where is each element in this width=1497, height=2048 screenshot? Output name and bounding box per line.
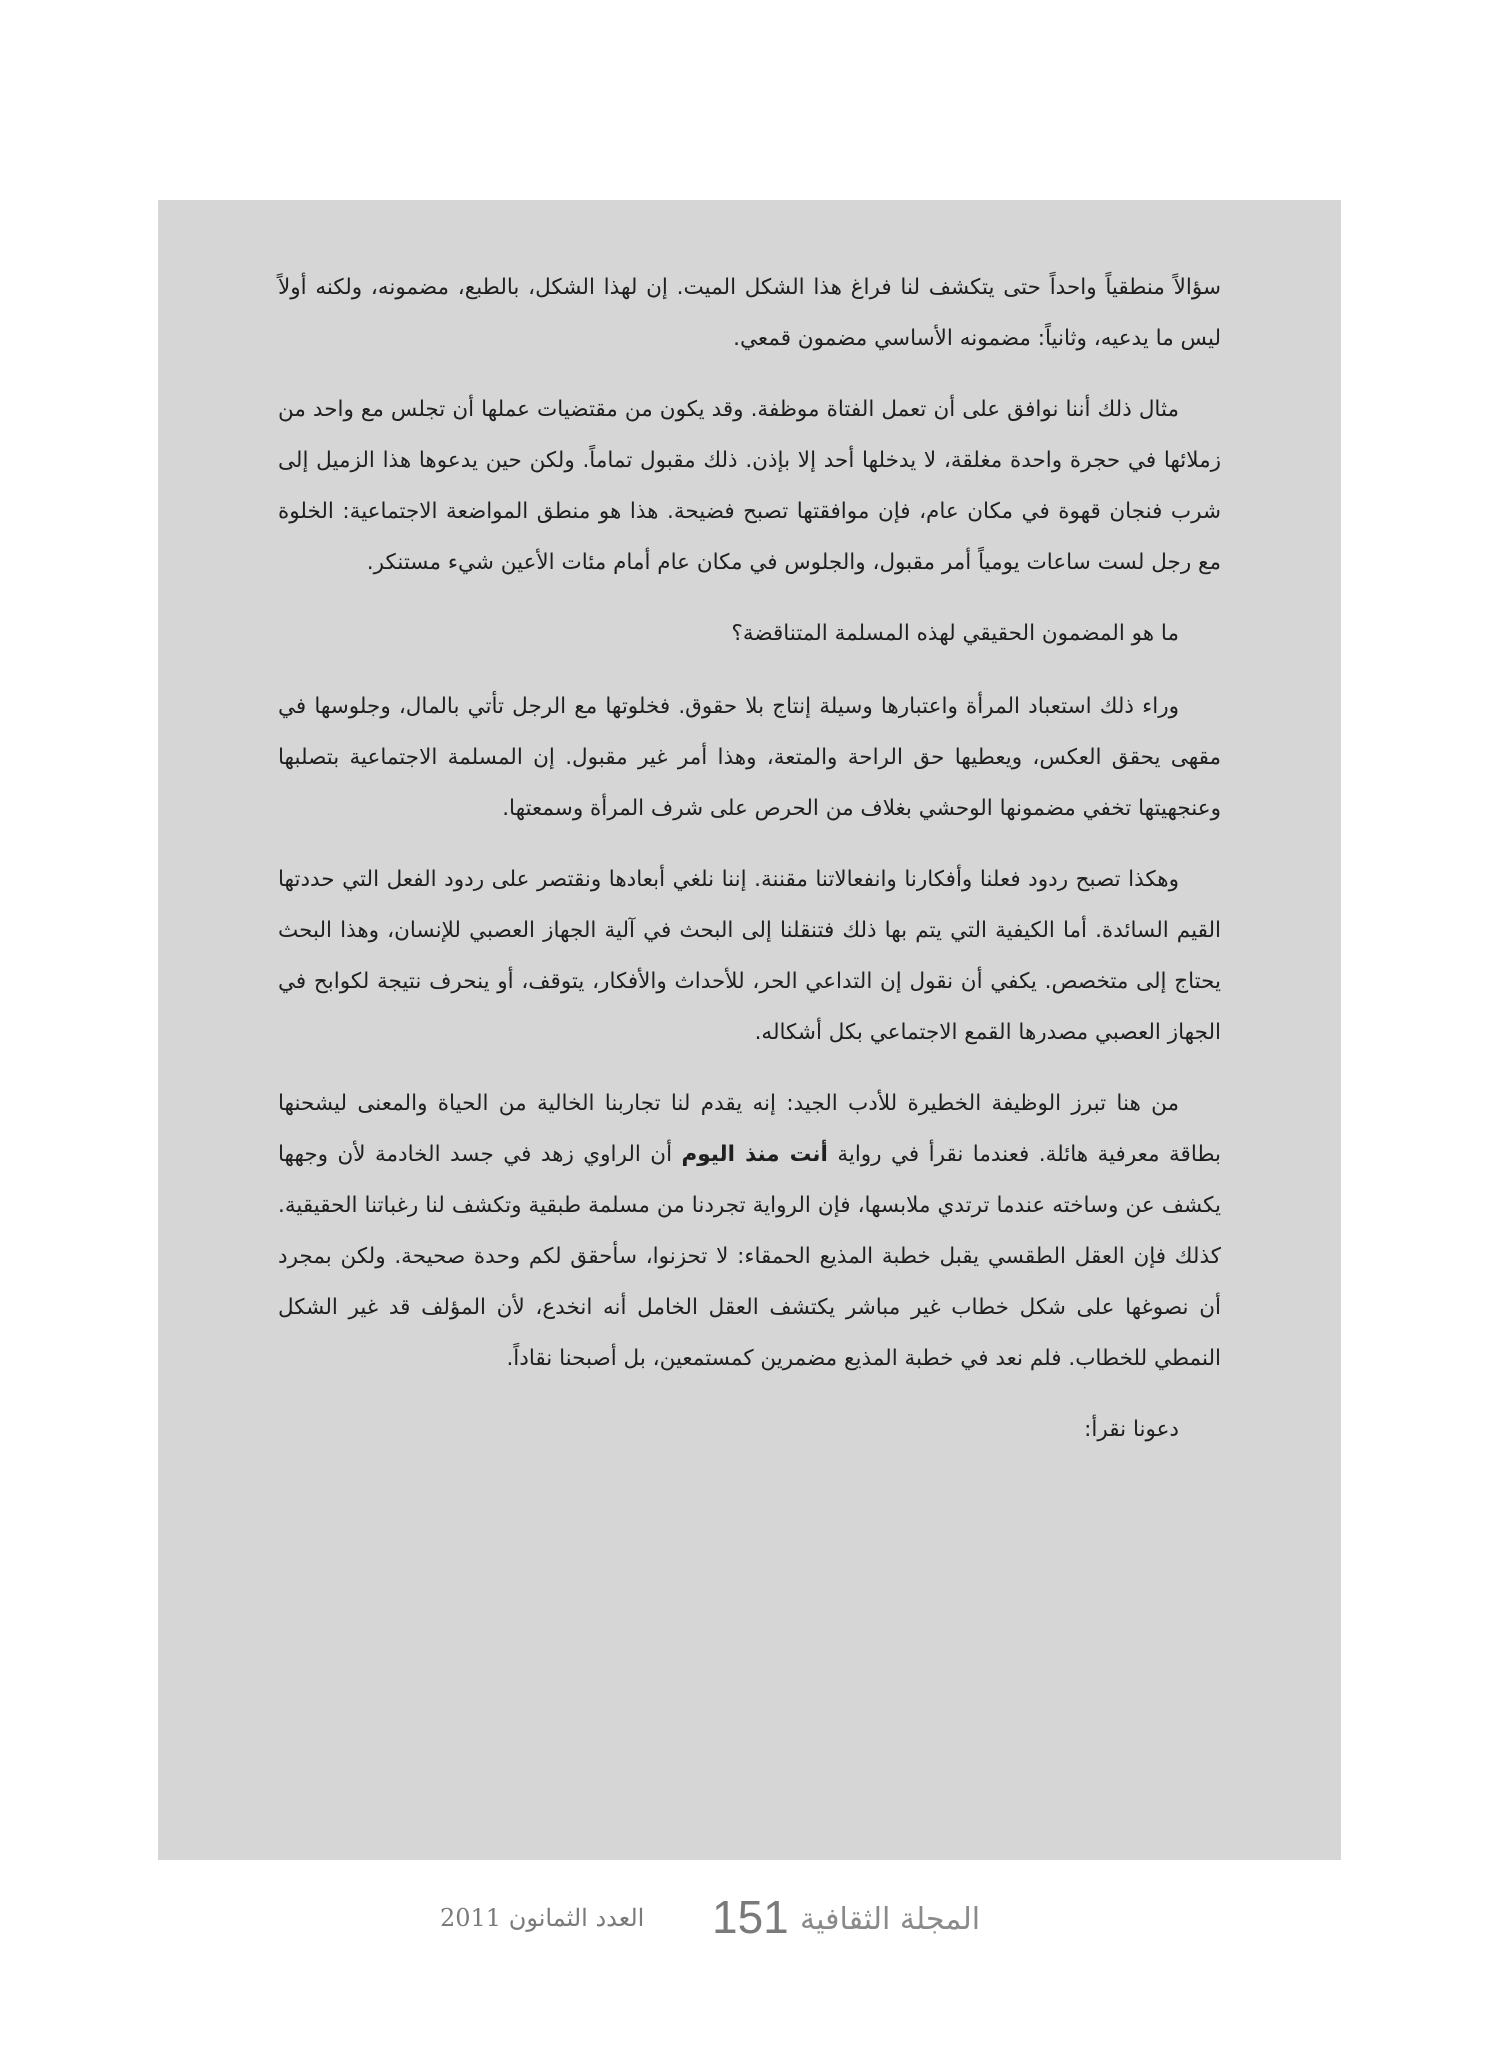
paragraph-question: ما هو المضمون الحقيقي لهذه المسلمة المتناقضة؟: [731, 621, 1179, 646]
paragraph-6-text-start: من هنا تبرز الوظيفة الخطيرة للأدب الجيد: إنه يقدم لنا تجاربنا الخالية من الحياة والمعنى ليشحنها بطاقة معرفية هائلة. فعندما نقرأ في رواية: [278, 1091, 1221, 1167]
paragraph-6-text-end: أن الراوي زهد في جسد الخادمة لأن وجهها يكشف عن وساخته عندما ترتدي ملابسها، فإن الرواية تجردنا من مسلمة طبقية وتكشف لنا رغباتنا الحقيقية. كذلك فإن العقل الطقسي يقبل خطبة المذيع الحمقاء: لا تحزنوا، سأحقق لكم وحدة صحيحة. ولكن بمجرد أن نصوغها على شكل خطاب غير مباشر يكتشف العقل الخامل أنه انخدع، لأن المؤلف قد غير الشكل النمطي للخطاب. فلم نعد في خطبة المذيع مضمرين كمستمعين، بل أصبحنا نقاداً.: [278, 1142, 1221, 1371]
paragraph-2: مثال ذلك أننا نوافق على أن تعمل الفتاة موظفة. وقد يكون من مقتضيات عملها أن تجلس مع واحد من زملائها في حجرة واحدة مغلقة، لا يدخلها أحد إلا بإذن. ذلك مقبول تماماً. ولكن حين يدعوها هذا الزميل إلى شرب فنجان قهوة في مكان عام، فإن موافقتها تصبح فضيحة. هذا هو منطق المواضعة الاجتماعية: الخلوة مع رجل لست ساعات يومياً أمر مقبول، والجلوس في مكان عام أمام مئات الأعين شيء مستنكر.: [278, 397, 1221, 575]
page-footer: [0, 1890, 1497, 1960]
paragraph-5: وهكذا تصبح ردود فعلنا وأفكارنا وانفعالاتنا مقننة. إننا نلغي أبعادها ونقتصر على ردود الفعل التي حددتها القيم السائدة. أما الكيفية التي يتم بها ذلك فتنقلنا إلى البحث في آلية الجهاز العصبي للإنسان، وهذا البحث يحتاج إلى متخصص. يكفي أن نقول إن التداعي الحر، للأحداث والأفكار، يتوقف، أو ينحرف نتيجة لكوابح في الجهاز العصبي مصدرها القمع الاجتماعي بكل أشكاله.: [278, 867, 1221, 1045]
magazine-name: المجلة الثقافية: [800, 1902, 981, 1937]
paragraph-closing: دعونا نقرأ:: [1084, 1417, 1179, 1442]
page-number: 151: [712, 1891, 789, 1943]
paragraph-1: سؤالاً منطقياً واحداً حتى يتكشف لنا فراغ هذا الشكل الميت. إن لهذا الشكل، بالطبع، مضمونه، ولكنه أولاً ليس ما يدعيه، وثانياً: مضمونه الأساسي مضمون قمعي.: [278, 275, 1221, 351]
novel-title: أنت منذ اليوم: [681, 1142, 828, 1167]
paragraph-6: [278, 1078, 1221, 1384]
paragraph-4: وراء ذلك استعباد المرأة واعتبارها وسيلة إنتاج بلا حقوق. فخلوتها مع الرجل تأتي بالمال، وجلوسها في مقهى يحقق العكس، ويعطيها حق الراحة والمتعة، وهذا أمر غير مقبول. إن المسلمة الاجتماعية بتصلبها وعنجهيتها تخفي مضمونها الوحشي بغلاف من الحرص على شرف المرأة وسمعتها.: [278, 694, 1221, 821]
issue-label: العدد الثمانون 2011: [440, 1904, 645, 1932]
article-text-panel: [158, 200, 1341, 1860]
